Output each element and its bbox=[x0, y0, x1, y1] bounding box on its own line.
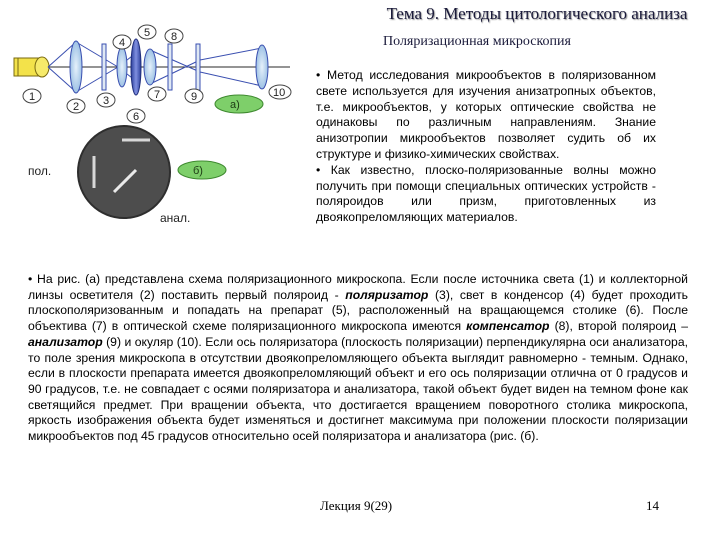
svg-text:8: 8 bbox=[171, 31, 178, 43]
page-number: 14 bbox=[646, 498, 659, 513]
svg-text:5: 5 bbox=[144, 27, 151, 39]
label-6 bbox=[127, 109, 145, 123]
analyzer-axis-label: анал. bbox=[160, 211, 191, 225]
label-10 bbox=[269, 85, 291, 99]
label-5 bbox=[138, 25, 156, 39]
main-text-part-4: (9) и окуляр (10). Если ось поляризатора (плоскость поляризации) перпендикулярна оси анализатора, то поле зрения микроскопа в отсутствии двоякопреломляющего объекта выглядит равномерно - темным. Однако, если в плоскости препарата имеется двоякопреломляющий объект и его ось поляризации отлична от 0 градусов и 90 градусов, т.е. не совпадает с осями поляризатора и анализатора, такой объект будет виден на темном фоне как светящийся предмет. При вращении объекта, что достигается вращением поворотного столика микроскопа, яркость изображения объекта будет изменяться и достигнет максимума при положении плоскости поляризации микрообъектов под 45 градусов относительно осей поляризатора и анализатора (рис. (б). bbox=[28, 334, 688, 444]
svg-text:9: 9 bbox=[191, 91, 198, 103]
term-compensator: компенсатор bbox=[466, 319, 550, 334]
label-7 bbox=[148, 87, 166, 101]
main-text-part-3: (8), второй поляроид – bbox=[549, 319, 688, 334]
condenser-lens bbox=[117, 47, 127, 87]
main-text-part-1: • На рис. (а) представлена схема поляризационного микроскопа. Если после источника света (1) и коллекторной линзы осветителя (2) поставить первый поляроид - bbox=[28, 272, 688, 302]
svg-text:10: 10 bbox=[273, 87, 286, 99]
bullet-polarized-waves: • Как известно, плоско-поляризованные волны можно получить при помощи специальных оптических устройств - поляроидов или призм, приготовленных из двоякопреломляющих материалов. bbox=[316, 162, 656, 225]
svg-text:2: 2 bbox=[73, 101, 80, 113]
objective-lens bbox=[144, 49, 156, 85]
label-9 bbox=[185, 89, 203, 103]
polarization-microscope-diagram bbox=[0, 20, 310, 230]
label-2 bbox=[67, 99, 85, 113]
eyepiece-lens bbox=[256, 45, 268, 89]
collector-lens bbox=[70, 41, 82, 93]
svg-text:7: 7 bbox=[154, 89, 161, 101]
label-b bbox=[178, 161, 226, 179]
polarizer-axis-label: пол. bbox=[28, 164, 52, 178]
term-analyzer: анализатор bbox=[28, 334, 103, 349]
light-source bbox=[14, 57, 49, 77]
right-column-text bbox=[316, 68, 656, 226]
label-1 bbox=[23, 89, 41, 103]
label-a bbox=[215, 95, 263, 113]
svg-text:б): б) bbox=[193, 165, 203, 177]
svg-text:1: 1 bbox=[29, 91, 36, 103]
lecture-label: Лекция 9(29) bbox=[320, 498, 393, 513]
label-4 bbox=[113, 35, 131, 49]
label-8 bbox=[165, 29, 183, 43]
bullet-method: • Метод исследования микрообъектов в поляризованном свете используется для изучения анизатропных объектов, т.е. микрообъектов, у которых оптические свойства не одинаковы по различным направлениям. Знание анизотропии микрообъектов позволяет судить об их структуре и физико-химических свойствах. bbox=[316, 68, 656, 161]
svg-text:а): а) bbox=[230, 99, 240, 111]
svg-text:6: 6 bbox=[133, 111, 140, 123]
main-paragraph bbox=[28, 272, 688, 445]
label-3 bbox=[97, 93, 115, 107]
svg-text:4: 4 bbox=[119, 37, 126, 49]
dark-field-view bbox=[78, 126, 170, 218]
analyzer-plate bbox=[196, 44, 200, 90]
polarizer-plate bbox=[102, 44, 106, 90]
slide-subtitle: Поляризационная микроскопия bbox=[383, 34, 571, 49]
term-polarizer: поляризатор bbox=[345, 287, 429, 302]
slide-title: Тема 9. Методы цитологического анализа bbox=[386, 4, 688, 23]
svg-text:3: 3 bbox=[103, 95, 110, 107]
main-text-part-2: (3), свет в конденсор (4) будет проходить плоскополяризованным и попадать на препарат (5), расположенный на вращающемся столике (6). После объектива (7) в оптической схеме поляризационного микроскопа имеются bbox=[28, 287, 688, 334]
specimen-plate bbox=[131, 39, 141, 95]
compensator-plate bbox=[168, 44, 172, 90]
